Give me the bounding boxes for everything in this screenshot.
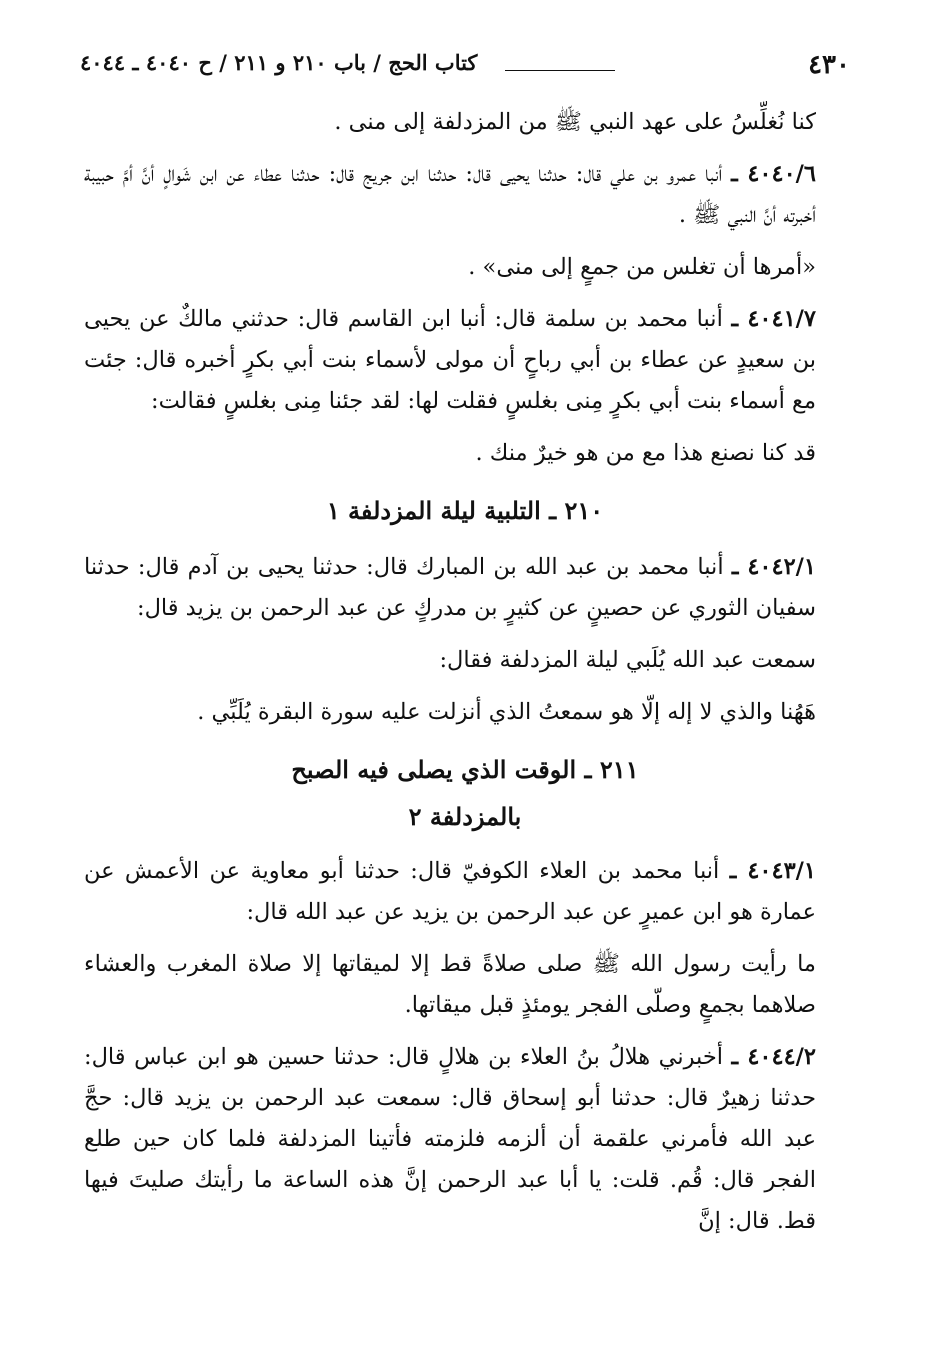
header-rule [505,70,615,71]
hadith-text: أنبا عمرو بن علي قال: حدثنا يحيى قال: حدثنا ابن جريج قال: حدثنا عطاء عن ابن شَوالٍ أنَّ أمَّ حبيبة أخبرته أنَّ النبي ﷺ . [84,161,816,228]
chapter-heading-211: ٢١١ ـ الوقت الذي يصلى فيه الصبح [291,755,639,784]
hadith-text: أنبا محمد بن العلاء الكوفيّ قال: حدثنا أبو معاوية عن الأعمش عن عمارة هو ابن عميرٍ عن عبد الرحمن بن يزيد عن عبد الله قال: [84,858,816,925]
continuation-paragraph: كنا نُغلِّسُ على عهد النبي ﷺ من المزدلفة إلى منى . [334,109,816,135]
hadith-text: أنبا محمد بن سلمة قال: أنبا ابن القاسم قال: حدثني مالكٌ عن يحيى بن سعيدٍ عن عطاء بن أبي رباحٍ أن مولى لأسماء بنت أبي بكرٍ أخبره قال: جئت مع أسماء بنت أبي بكرٍ مِنى بغلسٍ فقلت لها: لقد جئنا مِنى بغلسٍ فقالت: [84,306,816,414]
page-number: ٤٣٠ [808,50,850,80]
hadith-4042-quote-1: سمعت عبد الله يُلَبي ليلة المزدلفة فقال: [439,647,816,673]
hadith-number: ٤٠٤٣/١ ـ [729,858,816,884]
hadith-4041-quote: قد كنا نصنع هذا مع من هو خيرٌ منك . [475,440,816,466]
hadith-4042-quote-2: هَهُنا والذي لا إله إلّا هو سمعتُ الذي أنزلت عليه سورة البقرة يُلَبِّي . [197,699,816,725]
hadith-number: ٤٠٤٠/٦ ـ [731,161,816,187]
hadith-number: ٤٠٤٢/١ ـ [731,554,816,580]
hadith-text: أخبرني هلالُ بنُ العلاء بن هلالٍ قال: حدثنا حسين هو ابن عباس قال: حدثنا زهيرٌ قال: حدثنا أبو إسحاق قال: سمعت عبد الرحمن بن يزيد قال: حجَّ عبد الله فأمرني علقمة أن ألزمه فلزمته فأتينا المزدلفة فلما كان حين طلع الفجر قال: قُم. قلت: يا أبا عبد الرحمن إنَّ هذه الساعة ما رأيتك صليتَ فيها قط. قال: إنَّ [84,1044,816,1234]
chapter-heading-211-line2: بالمزدلفة ٢ [408,802,522,831]
hadith-4041 [84,299,846,422]
running-title: كتاب الحج / باب ٢١٠ و ٢١١ / ح ٤٠٤٠ ـ ٤٠٤٤ [80,50,478,75]
hadith-4040-quote: «أمرها أن تغلس من جمعٍ إلى منى» . [468,254,816,280]
page-body [84,102,846,1253]
hadith-4044 [84,1037,846,1242]
chapter-heading-210: ٢١٠ ـ التلبية ليلة المزدلفة ١ [326,496,604,525]
hadith-number: ٤٠٤١/٧ ـ [731,306,816,332]
hadith-4042 [84,547,846,629]
hadith-4040 [84,154,846,236]
page-header [80,50,850,90]
hadith-4043-quote: ما رأيت رسول الله ﷺ صلى صلاةً قط إلا لميقاتها إلا صلاة المغرب والعشاء صلاهما بجمعٍ وصلّى الفجر يومئذٍ قبل ميقاتها. [84,951,816,1018]
hadith-number: ٤٠٤٤/٢ ـ [731,1044,816,1070]
hadith-4043 [84,851,846,933]
hadith-text: أنبا محمد بن عبد الله بن المبارك قال: حدثنا يحيى بن آدم قال: حدثنا سفيان الثوري عن حصينٍ عن كثيرٍ بن مدركٍ عن عبد الرحمن بن يزيد قال: [84,554,816,621]
